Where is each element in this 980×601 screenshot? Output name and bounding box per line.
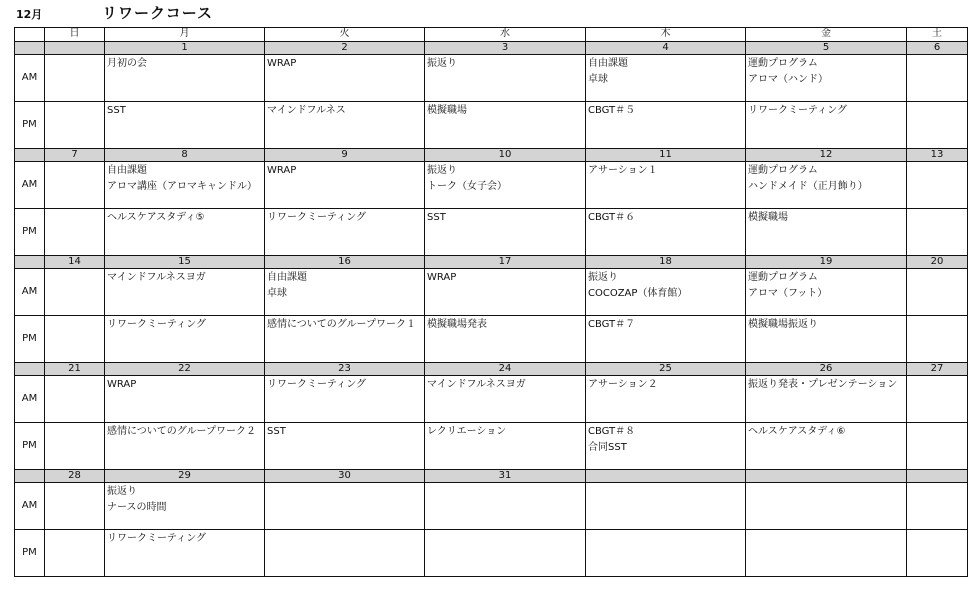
event-text: SST	[267, 426, 286, 437]
event-text: 合同SST	[588, 442, 627, 453]
month-label: 12月	[16, 8, 43, 21]
weekday-tue: 火	[265, 28, 425, 42]
date-row-label	[15, 363, 45, 376]
event-text: ハンドメイド（正月飾り）	[748, 181, 868, 192]
weekday-fri: 金	[746, 28, 907, 42]
week-2-pm-row	[15, 209, 968, 256]
event-cell-tue-am[interactable]	[265, 376, 425, 423]
weekday-header-row	[15, 28, 968, 42]
event-text: 自由課題	[588, 58, 628, 69]
weekday-wed: 水	[425, 28, 586, 42]
event-cell-sat-pm[interactable]	[907, 209, 968, 256]
event-cell-sat-am[interactable]	[907, 162, 968, 209]
event-text: アサーション２	[588, 379, 658, 390]
event-text: アロマ（フット）	[748, 288, 828, 299]
week-3-pm-row	[15, 316, 968, 363]
event-text: リワークミーティング	[267, 379, 366, 390]
event-text: 自由課題	[107, 165, 147, 176]
event-text: ヘルスケアスタディ⑥	[748, 426, 846, 437]
event-cell-sat-am[interactable]	[907, 269, 968, 316]
date-cell-tue: 30	[265, 470, 425, 483]
event-text: ナースの時間	[107, 502, 167, 513]
event-text: リワークミーティング	[107, 319, 206, 330]
week-2-date-row	[15, 149, 968, 162]
am-label: AM	[15, 376, 45, 423]
event-text: 運動プログラム	[748, 272, 818, 283]
event-cell-sat-am[interactable]	[907, 483, 968, 530]
date-cell-sat: 6	[907, 42, 968, 55]
event-text: SST	[427, 212, 446, 223]
week-5-am-row	[15, 483, 968, 530]
date-cell-thu: 11	[586, 149, 746, 162]
event-cell-sun-am[interactable]	[45, 269, 105, 316]
event-cell-tue-am[interactable]	[265, 55, 425, 102]
event-cell-mon-pm[interactable]	[105, 423, 265, 470]
event-cell-sun-pm[interactable]	[45, 102, 105, 149]
event-cell-wed-am[interactable]	[425, 162, 586, 209]
event-cell-sun-am[interactable]	[45, 483, 105, 530]
am-label: AM	[15, 162, 45, 209]
date-cell-sun: 28	[45, 470, 105, 483]
page-title: リワークコース	[102, 4, 213, 22]
date-cell-sat	[907, 470, 968, 483]
date-cell-sun: 14	[45, 256, 105, 269]
date-row-label	[15, 470, 45, 483]
event-text: 振返り	[427, 58, 457, 69]
event-text: SST	[107, 105, 126, 116]
event-cell-thu-am[interactable]	[586, 376, 746, 423]
event-cell-mon-am[interactable]	[105, 162, 265, 209]
event-text: アロマ講座（アロマキャンドル）	[107, 181, 257, 192]
event-cell-mon-pm[interactable]	[105, 102, 265, 149]
event-cell-sun-am[interactable]	[45, 162, 105, 209]
date-cell-sat: 13	[907, 149, 968, 162]
event-cell-sat-am[interactable]	[907, 55, 968, 102]
week-4-pm-row	[15, 423, 968, 470]
event-cell-mon-am[interactable]	[105, 269, 265, 316]
event-text: 振返り	[107, 486, 137, 497]
event-cell-mon-am[interactable]	[105, 483, 265, 530]
event-cell-sun-pm[interactable]	[45, 530, 105, 577]
event-text: CBGT＃５	[588, 105, 636, 116]
date-row-label	[15, 149, 45, 162]
event-text: CBGT＃７	[588, 319, 636, 330]
weekday-mon: 月	[105, 28, 265, 42]
date-cell-thu: 25	[586, 363, 746, 376]
event-cell-sat-pm[interactable]	[907, 316, 968, 363]
event-cell-sat-pm[interactable]	[907, 530, 968, 577]
date-cell-fri: 5	[746, 42, 907, 55]
week-1-date-row	[15, 42, 968, 55]
week-2-am-row	[15, 162, 968, 209]
event-cell-mon-pm[interactable]	[105, 209, 265, 256]
date-cell-mon: 22	[105, 363, 265, 376]
event-cell-wed-pm[interactable]	[425, 102, 586, 149]
week-3-date-row	[15, 256, 968, 269]
event-cell-sun-pm[interactable]	[45, 209, 105, 256]
event-cell-tue-pm[interactable]	[265, 423, 425, 470]
week-1-pm-row	[15, 102, 968, 149]
event-text: 卓球	[267, 288, 287, 299]
event-cell-fri-pm[interactable]	[746, 423, 907, 470]
event-cell-sun-pm[interactable]	[45, 423, 105, 470]
date-cell-sat: 27	[907, 363, 968, 376]
event-cell-tue-pm[interactable]	[265, 209, 425, 256]
date-cell-wed: 31	[425, 470, 586, 483]
event-cell-thu-am[interactable]	[586, 483, 746, 530]
date-row-label	[15, 42, 45, 55]
weekday-sun: 日	[45, 28, 105, 42]
event-text: マインドフルネス	[267, 105, 346, 116]
event-text: 運動プログラム	[748, 58, 818, 69]
event-text: リワークミーティング	[107, 533, 206, 544]
event-cell-sun-am[interactable]	[45, 55, 105, 102]
event-cell-fri-pm[interactable]	[746, 316, 907, 363]
week-1-am-row	[15, 55, 968, 102]
event-cell-fri-am[interactable]	[746, 483, 907, 530]
event-cell-sat-am[interactable]	[907, 376, 968, 423]
pm-label: PM	[15, 423, 45, 470]
event-cell-thu-am[interactable]	[586, 55, 746, 102]
event-cell-sat-pm[interactable]	[907, 102, 968, 149]
date-cell-fri: 26	[746, 363, 907, 376]
date-cell-thu: 4	[586, 42, 746, 55]
event-cell-fri-pm[interactable]	[746, 209, 907, 256]
event-cell-wed-pm[interactable]	[425, 209, 586, 256]
event-text: WRAP	[267, 58, 297, 69]
date-cell-mon: 8	[105, 149, 265, 162]
event-cell-mon-am[interactable]	[105, 55, 265, 102]
event-text: WRAP	[427, 272, 457, 283]
event-text: マインドフルネスヨガ	[107, 272, 206, 283]
event-text: ヘルスケアスタディ⑤	[107, 212, 205, 223]
date-cell-wed: 10	[425, 149, 586, 162]
event-cell-thu-pm[interactable]	[586, 423, 746, 470]
event-text: 模擬職場	[748, 212, 788, 223]
pm-label: PM	[15, 102, 45, 149]
event-text: マインドフルネスヨガ	[427, 379, 526, 390]
event-text: 運動プログラム	[748, 165, 818, 176]
event-text: リワークミーティング	[748, 105, 847, 116]
date-cell-wed: 24	[425, 363, 586, 376]
event-cell-fri-am[interactable]	[746, 376, 907, 423]
calendar-table	[14, 27, 968, 577]
date-cell-mon: 1	[105, 42, 265, 55]
event-text: CBGT＃６	[588, 212, 636, 223]
pm-label: PM	[15, 316, 45, 363]
event-text: リワークミーティング	[267, 212, 366, 223]
event-cell-tue-pm[interactable]	[265, 530, 425, 577]
date-cell-sat: 20	[907, 256, 968, 269]
event-text: 模擬職場振返り	[748, 319, 818, 330]
weekday-thu: 木	[586, 28, 746, 42]
event-cell-wed-pm[interactable]	[425, 423, 586, 470]
am-label: AM	[15, 483, 45, 530]
am-label: AM	[15, 269, 45, 316]
date-cell-wed: 3	[425, 42, 586, 55]
date-row-label	[15, 256, 45, 269]
event-cell-tue-pm[interactable]	[265, 316, 425, 363]
event-text: 振返り	[588, 272, 618, 283]
weekday-sat: 土	[907, 28, 968, 42]
date-cell-tue: 2	[265, 42, 425, 55]
date-cell-mon: 29	[105, 470, 265, 483]
event-cell-sun-am[interactable]	[45, 376, 105, 423]
event-text: 月初の会	[107, 58, 147, 69]
event-cell-wed-am[interactable]	[425, 55, 586, 102]
date-cell-mon: 15	[105, 256, 265, 269]
event-cell-fri-pm[interactable]	[746, 530, 907, 577]
event-cell-wed-pm[interactable]	[425, 530, 586, 577]
event-text: 模擬職場発表	[427, 319, 487, 330]
event-cell-thu-am[interactable]	[586, 269, 746, 316]
event-text: アロマ（ハンド）	[748, 74, 828, 85]
date-cell-sun: 7	[45, 149, 105, 162]
event-text: 自由課題	[267, 272, 307, 283]
date-cell-tue: 23	[265, 363, 425, 376]
event-cell-sun-pm[interactable]	[45, 316, 105, 363]
event-cell-wed-am[interactable]	[425, 376, 586, 423]
pm-label: PM	[15, 530, 45, 577]
am-label: AM	[15, 55, 45, 102]
event-cell-fri-am[interactable]	[746, 269, 907, 316]
week-3-am-row	[15, 269, 968, 316]
event-cell-tue-am[interactable]	[265, 269, 425, 316]
event-cell-thu-pm[interactable]	[586, 102, 746, 149]
date-cell-wed: 17	[425, 256, 586, 269]
event-cell-mon-pm[interactable]	[105, 316, 265, 363]
corner-cell	[15, 28, 45, 42]
event-cell-sat-pm[interactable]	[907, 423, 968, 470]
event-cell-thu-pm[interactable]	[586, 316, 746, 363]
week-5-date-row	[15, 470, 968, 483]
event-cell-thu-pm[interactable]	[586, 209, 746, 256]
event-cell-thu-pm[interactable]	[586, 530, 746, 577]
event-cell-fri-pm[interactable]	[746, 102, 907, 149]
event-cell-fri-am[interactable]	[746, 55, 907, 102]
date-cell-thu: 18	[586, 256, 746, 269]
event-cell-wed-am[interactable]	[425, 483, 586, 530]
week-4-date-row	[15, 363, 968, 376]
event-cell-mon-am[interactable]	[105, 376, 265, 423]
event-text: WRAP	[267, 165, 297, 176]
event-text: 振返り	[427, 165, 457, 176]
week-5-pm-row	[15, 530, 968, 577]
event-text: 模擬職場	[427, 105, 467, 116]
event-cell-thu-am[interactable]	[586, 162, 746, 209]
event-cell-wed-pm[interactable]	[425, 316, 586, 363]
pm-label: PM	[15, 209, 45, 256]
week-4-am-row	[15, 376, 968, 423]
event-text: アサーション１	[588, 165, 658, 176]
date-cell-fri: 19	[746, 256, 907, 269]
date-cell-tue: 16	[265, 256, 425, 269]
event-text: トーク（女子会）	[427, 181, 507, 192]
event-text: COCOZAP（体育館）	[588, 288, 688, 299]
date-cell-sun	[45, 42, 105, 55]
event-text: CBGT＃８	[588, 426, 636, 437]
date-cell-fri	[746, 470, 907, 483]
date-cell-thu	[586, 470, 746, 483]
event-text: 卓球	[588, 74, 608, 85]
event-cell-tue-am[interactable]	[265, 162, 425, 209]
date-cell-fri: 12	[746, 149, 907, 162]
event-cell-wed-am[interactable]	[425, 269, 586, 316]
event-cell-mon-pm[interactable]	[105, 530, 265, 577]
event-cell-tue-pm[interactable]	[265, 102, 425, 149]
event-cell-tue-am[interactable]	[265, 483, 425, 530]
event-text: 感情についてのグループワーク２	[107, 426, 256, 437]
event-text: WRAP	[107, 379, 137, 390]
event-text: 振返り発表・プレゼンテーション	[748, 379, 898, 390]
event-cell-fri-am[interactable]	[746, 162, 907, 209]
event-text: 感情についてのグループワーク１	[267, 319, 416, 330]
date-cell-tue: 9	[265, 149, 425, 162]
event-text: レクリエーション	[427, 426, 507, 437]
date-cell-sun: 21	[45, 363, 105, 376]
